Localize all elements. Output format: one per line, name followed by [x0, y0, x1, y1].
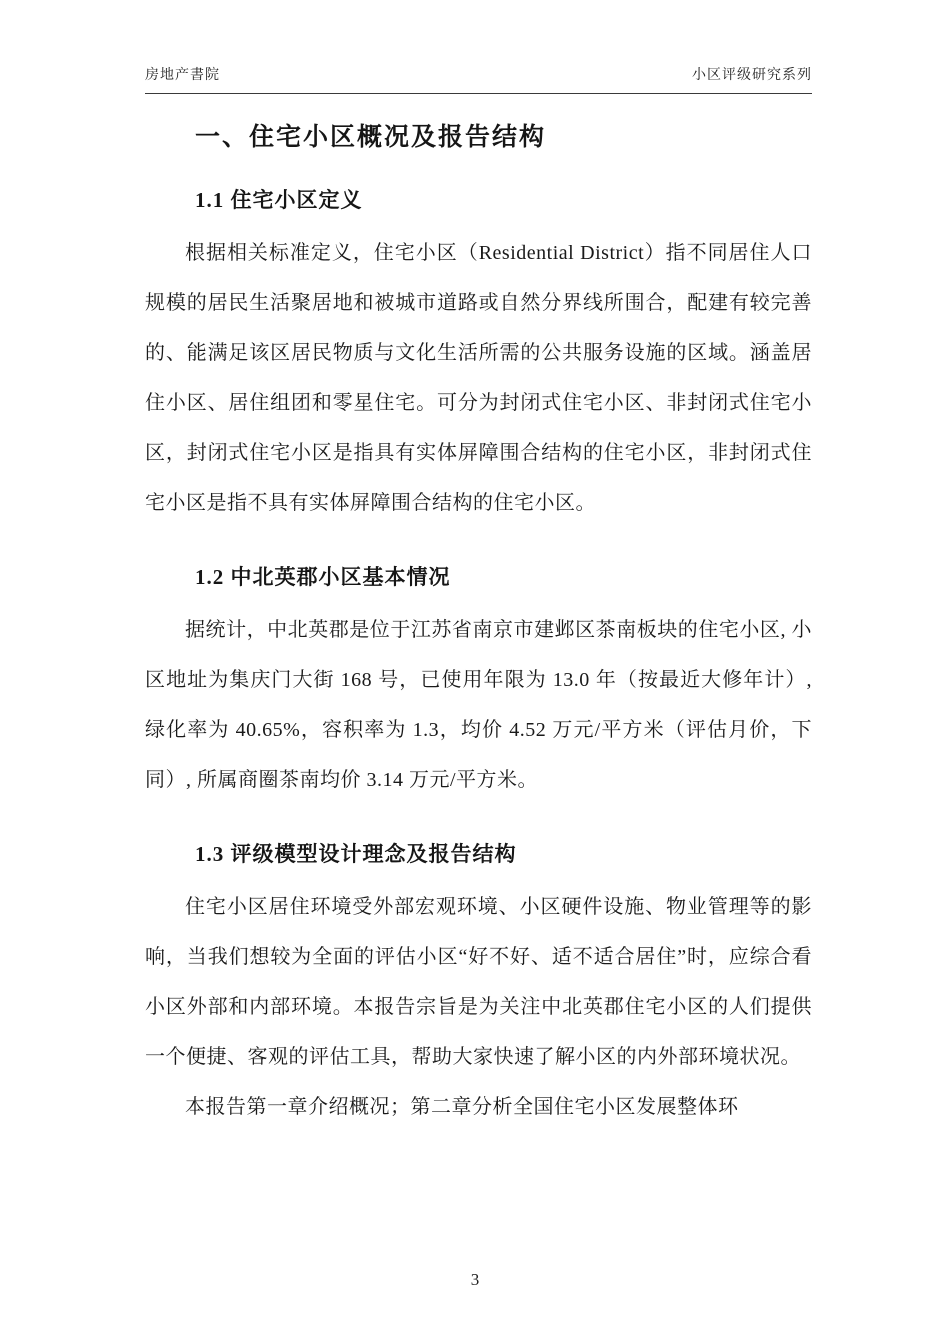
section-heading-1-1: 1.1 住宅小区定义: [195, 187, 363, 212]
section-rating-model: [145, 841, 812, 1132]
chapter-title: 一、住宅小区概况及报告结构: [195, 124, 547, 151]
section-basic-info: [145, 564, 812, 805]
section-definition: [145, 187, 812, 528]
page-number: 3: [470, 1270, 480, 1289]
header-left-text: 房地产書院: [145, 68, 220, 83]
paragraph: 根据相关标准定义，住宅小区（Residential District）指不同居住人口规模的居民生活聚居地和被城市道路或自然分界线所围合，配建有较完善的、能满足该区居民物质与文化生活所需的公共服务设施的区域。涵盖居住小区、居住组团和零星住宅。可分为封闭式住宅小区、非封闭式住宅小区，封闭式住宅小区是指具有实体屏障围合结构的住宅小区，非封闭式住宅小区是指不具有实体屏障围合结构的住宅小区。: [145, 241, 812, 514]
section-heading-1-3: 1.3 评级模型设计理念及报告结构: [195, 842, 517, 867]
document-body: [145, 112, 812, 1132]
page-header: [145, 64, 812, 94]
paragraph: 住宅小区居住环境受外部宏观环境、小区硬件设施、物业管理等的影响，当我们想较为全面的评估小区“好不好、适不适合居住”时，应综合看小区外部和内部环境。本报告宗旨是为关注中北英郡住宅小区的人们提供一个便捷、客观的评估工具，帮助大家快速了解小区的内外部环境状况。: [145, 896, 812, 1069]
paragraph: 本报告第一章介绍概况；第二章分析全国住宅小区发展整体环: [185, 1096, 739, 1119]
header-right-text: 小区评级研究系列: [692, 68, 812, 83]
section-heading-1-2: 1.2 中北英郡小区基本情况: [195, 564, 451, 589]
paragraph: 据统计，中北英郡是位于江苏省南京市建邺区茶南板块的住宅小区, 小区地址为集庆门大街 168 号，已使用年限为 13.0 年（按最近大修年计）, 绿化率为 40.65%，容积率为 1.3，均价 4.52 万元/平方米（评估月价，下同）, 所属商圈茶南均价 3.14 万元/平方米。: [145, 619, 812, 792]
page-footer: [0, 1270, 950, 1290]
